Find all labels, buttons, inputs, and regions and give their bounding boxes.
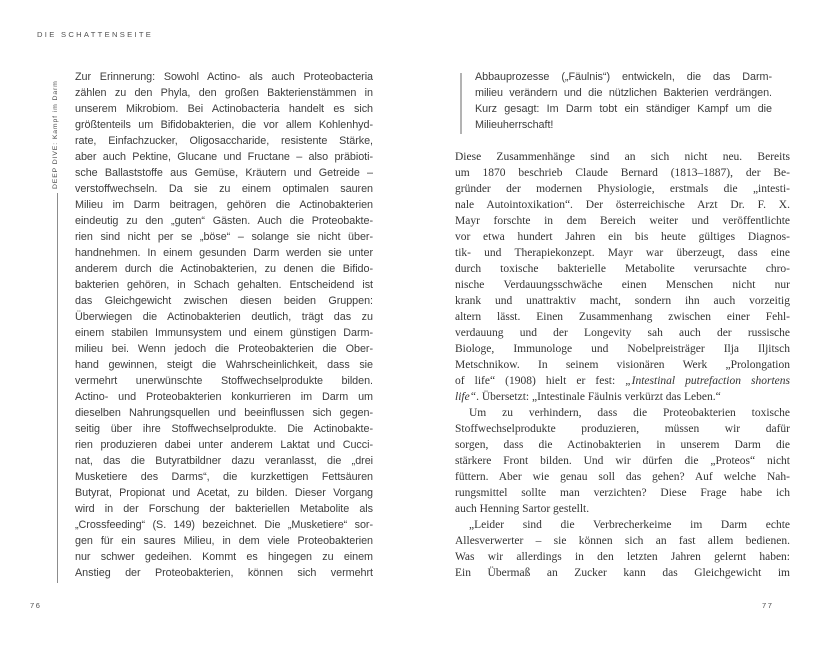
- text-line: Abbauprozesse („Fäulnis“) entwickeln, die das Darm-: [475, 71, 772, 83]
- text-line: eindeutig zu den „guten“ Gästen. Auch die Proteobakte-: [75, 215, 373, 227]
- text-line: „Crossfeeding“ (S. 149) bezeichnet. Die „Musketiere“ sor-: [75, 519, 373, 531]
- text-line: einem stabilen Immunsystem und einem günstigen Darm-: [75, 327, 373, 339]
- text-line: „Leider sind die Verbrecherkeime im Darm echte: [469, 519, 790, 531]
- text-line: Actino- und Proteobakterien konkurrieren im Darm um: [75, 391, 373, 403]
- text-line: durch toxische bakterielle Metabolite verursachte chro-: [455, 263, 790, 275]
- text-line: Milieuherrschaft!: [475, 119, 554, 131]
- text-line: krank und unattraktiv macht, sondern ihn auch vorzeitig: [455, 295, 790, 307]
- text-line: handnehmen. In einem gesunden Darm werden sie unter: [75, 247, 373, 259]
- text-line: hand gewinnen, steigt die Wahrscheinlichkeit, dass sie: [75, 359, 373, 371]
- text-line: seitig über ihre Stoffwechselprodukte. Die Actinobakte-: [75, 423, 373, 435]
- left-page-text-block: [75, 69, 373, 581]
- text-line: bakterien gehören, in Schach gehalten. Entscheidend ist: [75, 279, 373, 291]
- text-line: dieselben Nahrungsquellen und beeinflussen sich gegen-: [75, 407, 373, 419]
- deep-dive-continuation-bar: [460, 73, 462, 134]
- text-line: nur schwer gedeihen. Kommt es hingegen zu einem: [75, 551, 373, 563]
- text-line: rate, Einfachzucker, Oligosaccharide, resistente Stärke,: [75, 135, 373, 147]
- text-line: altern lässt. Einen Zusammenhang zwischen einer Fehl-: [455, 311, 790, 323]
- text-line: life“. Übersetzt: „Intestinale Fäulnis verkürzt das Leben.“: [455, 391, 721, 403]
- text-line: Um zu verhindern, dass die Proteobakterien toxische: [469, 407, 790, 419]
- text-line: gründer der modernen Physiologie, erstmals die „intesti-: [455, 183, 790, 195]
- text-line: vermehrt unerwünschte Stoffwechselprodukte bilden.: [75, 375, 373, 387]
- page-number-left: 76: [30, 601, 42, 610]
- text-line: milieu bei. Wenn jedoch die Proteobakterien die Ober-: [75, 343, 373, 355]
- text-line: stärkere Front bilden. Und wir dürfen die „Proteos“ nicht: [455, 455, 790, 467]
- page-number-right: 77: [762, 601, 774, 610]
- text-line: sche Ballaststoffe aus Gemüse, Kräutern und Getreide –: [75, 167, 373, 179]
- text-line: Mayr forschte in dem Bereich weiter und veröffentlichte: [455, 215, 790, 227]
- text-line: tik- und Therapiekonzept. Mayr war überzeugt, dass eine: [455, 247, 790, 259]
- text-line: Stoffwechselprodukte produzieren, müssen wir dafür: [455, 423, 790, 435]
- text-line: verstoffwechseln. Da sie zu einem optimalen sauren: [75, 183, 373, 195]
- text-line: sorgen, dass die Actinobakterien in unserem Darm die: [455, 439, 790, 451]
- text-line: Was wir allerdings in den letzten Jahren gelernt haben:: [455, 551, 790, 563]
- text-line: verdauung und der Longevity sah auch der russische: [455, 327, 790, 339]
- text-line: Musketiere des Darms“, die kurzkettigen Fettsäuren: [75, 471, 373, 483]
- text-line: nische Verdauungsschwäche einen Menschen nicht nur: [455, 279, 790, 291]
- text-line: anderem durch die Actinobakterien, zu denen die Bifido-: [75, 263, 373, 275]
- text-line: Biologe, Immunologe und Nobelpreisträger Ilja Iljitsch: [455, 343, 790, 355]
- text-line: Allesverwerter – sie können sich an fast allem bedienen.: [455, 535, 790, 547]
- deep-dive-vertical-rule: [57, 193, 58, 583]
- text-line: zählen zu den Phyla, den großen Bakterienstämmen in: [75, 87, 373, 99]
- text-line: Zur Erinnerung: Sowohl Actino- als auch Proteobacteria: [75, 71, 373, 83]
- text-line: Milieu im Darm beitragen, gehören die Actinobakterien: [75, 199, 373, 211]
- text-line: Kurz gesagt: Im Darm tobt ein ständiger Kampf um die: [475, 103, 772, 115]
- text-line: unserem Mikrobiom. Bei Actinobacteria handelt es sich: [75, 103, 373, 115]
- text-line: auch Henning Sartor gestellt.: [455, 503, 590, 515]
- text-line: um 1870 beschrieb Claude Bernard (1813–1887), der Be-: [455, 167, 790, 179]
- text-line: gen für ein saures Milieu, in dem viele Proteobakterien: [75, 535, 373, 547]
- text-line: of life“ (1908) hielt er fest: „Intestinal putrefaction shortens: [455, 375, 790, 387]
- running-header: DIE SCHATTENSEITE: [37, 30, 154, 39]
- text-line: rungsmittel sollte man verzichten? Diese Frage habe ich: [455, 487, 790, 499]
- text-line: Butyrat, Propionat und Acetat, zu bilden. Dieser Vorgang: [75, 487, 373, 499]
- text-line: Anstieg der Proteobakterien, können sich vermehrt: [75, 567, 373, 579]
- text-line: rien sind nicht per se „böse“ – solange sie nicht über-: [75, 231, 373, 243]
- text-line: Überwiegen die Actinobakterien deutlich, trägt das zu: [75, 311, 373, 323]
- right-page-body-text: [455, 149, 790, 581]
- text-line: Diese Zusammenhänge sind an sich nicht neu. Bereits: [455, 151, 790, 163]
- text-line: Ein Übermaß an Zucker kann das Gleichgewicht im: [455, 567, 790, 579]
- text-line: milieu verändern und die nützlichen Bakterien verdrängen.: [475, 87, 772, 99]
- text-line: größtenteils um Bifidobakterien, die vor allem Kohlenhyd-: [75, 119, 373, 131]
- text-line: rien produzieren dabei unter anderem Laktat und Cucci-: [75, 439, 373, 451]
- text-line: das Gleichgewicht zwischen diesen beiden Gruppen:: [75, 295, 373, 307]
- deep-dive-sidebar-label: DEEP DIVE: Kampf im Darm: [52, 80, 59, 189]
- text-line: aber auch Pektine, Glucane und Fructane – also präbioti-: [75, 151, 373, 163]
- deep-dive-continuation-text: [475, 69, 772, 133]
- text-line: wird in der Forschung der bakteriellen Metabolite als: [75, 503, 373, 515]
- text-line: Metschnikow. In seinem visionären Werk „Prolongation: [455, 359, 790, 371]
- text-line: füttern. Aber wie genau soll das gehen? Auf welche Nah-: [455, 471, 790, 483]
- text-line: nale Autointoxikation“. Der österreichische Arzt Dr. F. X.: [455, 199, 790, 211]
- text-line: nat, das die Butyratbildner dazu veranlasst, die „drei: [75, 455, 373, 467]
- text-line: vor etwa hundert Jahren ein bis heute gültiges Diagnos-: [455, 231, 790, 243]
